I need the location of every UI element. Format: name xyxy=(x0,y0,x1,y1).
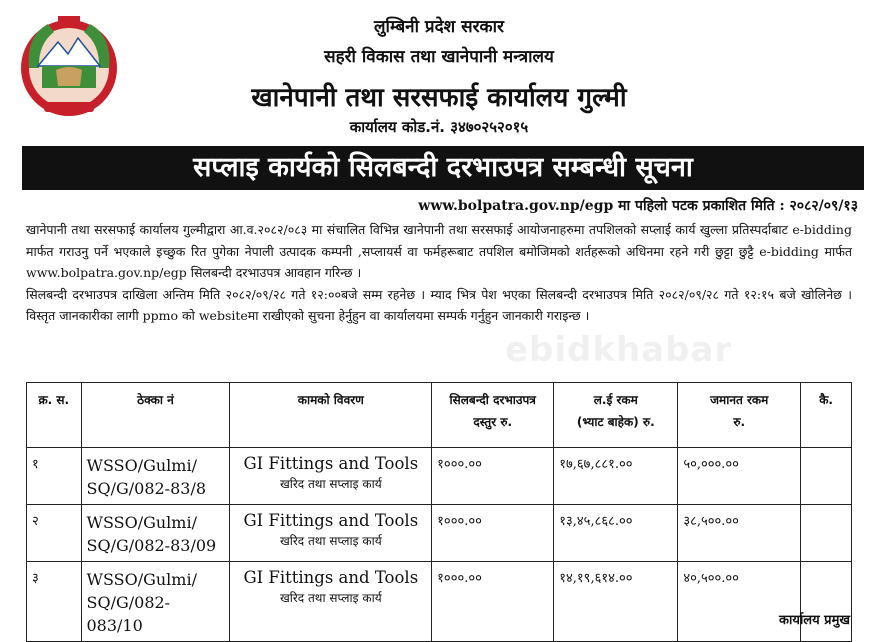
row-security: ४०,५००.०० xyxy=(678,562,801,642)
header-security-line2: रु. xyxy=(733,415,746,429)
header-work: कामको विवरण xyxy=(230,383,432,448)
row-work xyxy=(230,505,432,562)
ministry-title: सहरी विकास तथा खानेपानी मन्त्रालय xyxy=(324,47,554,67)
table-header-row xyxy=(27,383,852,448)
table-row xyxy=(27,505,852,562)
work-nepali: खरिद तथा सप्लाइ कार्य xyxy=(279,591,382,605)
row-serial: ३ xyxy=(27,562,82,642)
contract-no-line2: SQ/G/082-83/8 xyxy=(86,479,207,498)
province-government-title: लुम्बिनी प्रदेश सरकार xyxy=(374,17,504,37)
row-work xyxy=(230,448,432,505)
row-serial: १ xyxy=(27,448,82,505)
work-nepali: खरिद तथा सप्लाइ कार्य xyxy=(279,477,382,491)
publication-line: www.bolpatra.gov.np/egp मा पहिलो पटक प्रकाशित मिति : २०८२/०९/१३ xyxy=(418,198,858,214)
notice-title-banner: सप्लाइ कार्यको सिलबन्दी दरभाउपत्र सम्बन्धी सूचना xyxy=(22,146,864,190)
header-estimate xyxy=(554,383,678,448)
contract-no-line1: WSSO/Gulmi/ xyxy=(86,513,197,532)
document-header xyxy=(0,0,878,140)
row-security: ५०,०००.०० xyxy=(678,448,801,505)
row-estimate: १४,१९,६१४.०० xyxy=(554,562,678,642)
office-code: कार्यालय कोड.नं. ३४७०२५२०१५ xyxy=(349,118,529,136)
notice-paragraph-2: सिलबन्दी दरभाउपत्र दाखिला अन्तिम मिति २०८२/०९/२८ गते १२:००बजे सम्म रहनेछ । म्याद भित्र पेश भएका सिलबन्दी दरभाउपत्र मिति २०८२/०९/२८ गते १२:१५ बजे खोलिनेछ । विस्तृत जानकारीका लागी ppmo को websiteमा राखीएको सुचना हेर्नुहुन वा कार्यालयमा सम्पर्क गर्नुहुन जानकारी गराइन्छ । xyxy=(26,286,852,323)
row-fee: १०००.०० xyxy=(432,448,554,505)
signature-office-chief: कार्यालय प्रमुख xyxy=(779,613,850,628)
header-estimate-line2: (भ्याट बाहेक) रु. xyxy=(576,415,655,429)
row-security: ३८,५००.०० xyxy=(678,505,801,562)
header-fee-line2: दस्तुर रु. xyxy=(473,415,513,429)
watermark: ebidkhabar xyxy=(505,330,733,370)
row-serial: २ xyxy=(27,505,82,562)
row-remarks xyxy=(801,562,852,642)
tender-table xyxy=(26,382,852,642)
row-fee: १०००.०० xyxy=(432,505,554,562)
row-estimate: १७,६७,८८१.०० xyxy=(554,448,678,505)
header-security xyxy=(678,383,801,448)
header-fee-line1: सिलबन्दी दरभाउपत्र xyxy=(449,393,536,407)
header-estimate-line1: ल.ई रकम xyxy=(593,393,638,407)
row-remarks xyxy=(801,505,852,562)
contract-no-line1: WSSO/Gulmi/ xyxy=(86,456,197,475)
notice-body xyxy=(26,219,852,327)
row-estimate: १३,४५,८६८.०० xyxy=(554,505,678,562)
work-english: GI Fittings and Tools xyxy=(243,568,419,587)
header-security-line1: जमानत रकम xyxy=(710,393,769,407)
table-row xyxy=(27,562,852,642)
row-contract-no xyxy=(81,448,230,505)
work-english: GI Fittings and Tools xyxy=(243,511,419,530)
row-contract-no xyxy=(81,505,230,562)
row-fee: १०००.०० xyxy=(432,562,554,642)
header-remarks: कै. xyxy=(801,383,852,448)
row-contract-no xyxy=(81,562,230,642)
header-fee xyxy=(432,383,554,448)
header-serial: क्र. स. xyxy=(27,383,82,448)
contract-no-line1: WSSO/Gulmi/ xyxy=(86,570,197,589)
work-english: GI Fittings and Tools xyxy=(243,454,419,473)
row-work xyxy=(230,562,432,642)
notice-paragraph-1: खानेपानी तथा सरसफाई कार्यालय गुल्मीद्वारा आ.व.२०८२/०८३ मा संचालित विभिन्न खानेपानी तथा सरसफाई आयोजनाहरुमा तपशिलको सप्लाई कार्य खुल्ला प्रतिस्पर्दाबाट e-bidding मार्फत गराउनु पर्ने भएकाले इच्छुक रित पुगेका नेपाली उत्पादक कम्पनी ,सप्लायर्स वा फर्महरूबाट तपशिल बमोजिमको शर्तहरूको अधिनमा रहने गरी छुट्टा छुट्टै e-bidding मार्फत www.bolpatra.gov.np/egp सिलबन्दी दरभाउपत्र आवहान गरिन्छ । xyxy=(26,222,852,280)
work-nepali: खरिद तथा सप्लाइ कार्य xyxy=(279,534,382,548)
contract-no-line2: SQ/G/082-83/09 xyxy=(86,536,217,555)
contract-no-line2: SQ/G/082-083/10 xyxy=(86,593,171,635)
office-title: खानेपानी तथा सरसफाई कार्यालय गुल्मी xyxy=(251,83,627,113)
row-remarks xyxy=(801,448,852,505)
header-contract-no: ठेक्का नं xyxy=(81,383,230,448)
table-row xyxy=(27,448,852,505)
